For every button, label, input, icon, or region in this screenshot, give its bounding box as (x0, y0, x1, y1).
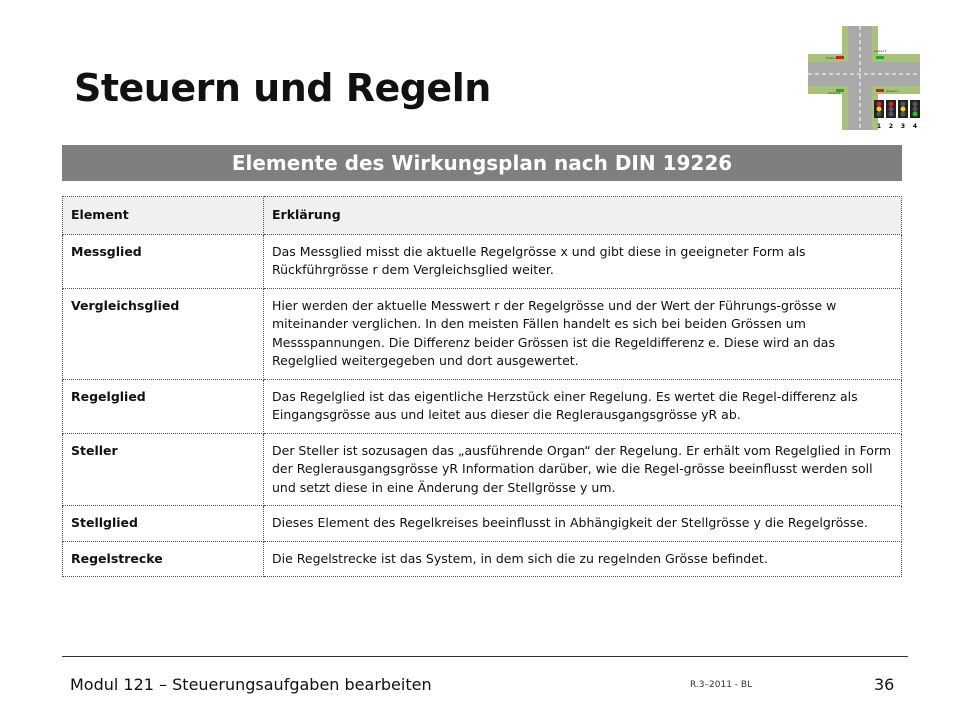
element-explanation: Das Messglied misst die aktuelle Regelgrösse x und gibt diese in geeigneter Form als Rückführgrösse r dem Vergleichsglied weiter. (264, 234, 902, 288)
table-row (63, 506, 902, 542)
element-name: Messglied (63, 234, 264, 288)
header-element: Element (63, 197, 264, 235)
signal-label: 4 (912, 123, 918, 130)
signal-label: 2 (888, 123, 894, 130)
table-row (63, 288, 902, 379)
table-row (63, 379, 902, 433)
element-explanation: Das Regelglied ist das eigentliche Herzstück einer Regelung. Es wertet die Regel-differenz als Eingangsgrösse aus und leitet aus dieser die Reglerausgangsgrösse yR ab. (264, 379, 902, 433)
element-name: Regelglied (63, 379, 264, 433)
element-name: Stellglied (63, 506, 264, 542)
footer-divider (62, 656, 908, 657)
footer-revision: R.3–2011 - BL (690, 680, 753, 690)
element-explanation: Hier werden der aktuelle Messwert r der Regelgrösse und der Wert der Führungs-grösse w miteinander verglichen. In den meisten Fällen handelt es sich bei beiden Grössen um Messspannungen. Die Differenz beider Grössen ist die Regeldifferenz e. Diese wird an das Regelglied weitergegeben und dort ausgewertet. (264, 288, 902, 379)
element-name: Vergleichsglied (63, 288, 264, 379)
page-number: 36 (874, 675, 895, 694)
element-explanation: Die Regelstrecke ist das System, in dem sich die zu regelnden Grösse befindet. (264, 541, 902, 577)
traffic-intersection-icon (808, 26, 920, 130)
section-banner: Elemente des Wirkungsplan nach DIN 19226 (62, 145, 902, 181)
ampel-label: Ampel 3 (874, 49, 887, 53)
wirkungsplan-table (62, 196, 902, 577)
element-explanation: Der Steller ist sozusagen das „ausführende Organ“ der Regelung. Er erhält vom Regelglied in Form der Reglerausgangsgrösse yR Information darüber, wie die Regel-grösse beeinflusst werden soll und setzt diese in eine Änderung der Stellgrösse y um. (264, 433, 902, 506)
element-explanation: Dieses Element des Regelkreises beeinflusst in Abhängigkeit der Stellgrösse y die Regelgrösse. (264, 506, 902, 542)
ampel-label: Ampel 4 (828, 91, 841, 95)
table-row (63, 234, 902, 288)
element-name: Regelstrecke (63, 541, 264, 577)
slide-title: Steuern und Regeln (74, 66, 491, 110)
table-row (63, 433, 902, 506)
element-name: Steller (63, 433, 264, 506)
table-header-row (63, 197, 902, 235)
signal-label: 3 (900, 123, 906, 130)
footer-module: Modul 121 – Steuerungsaufgaben bearbeiten (70, 675, 432, 694)
header-explanation: Erklärung (264, 197, 902, 235)
signal-label: 1 (876, 123, 882, 130)
table-row (63, 541, 902, 577)
ampel-label: Ampel 2 (826, 56, 839, 60)
ampel-label: Ampel 1 (886, 89, 899, 93)
